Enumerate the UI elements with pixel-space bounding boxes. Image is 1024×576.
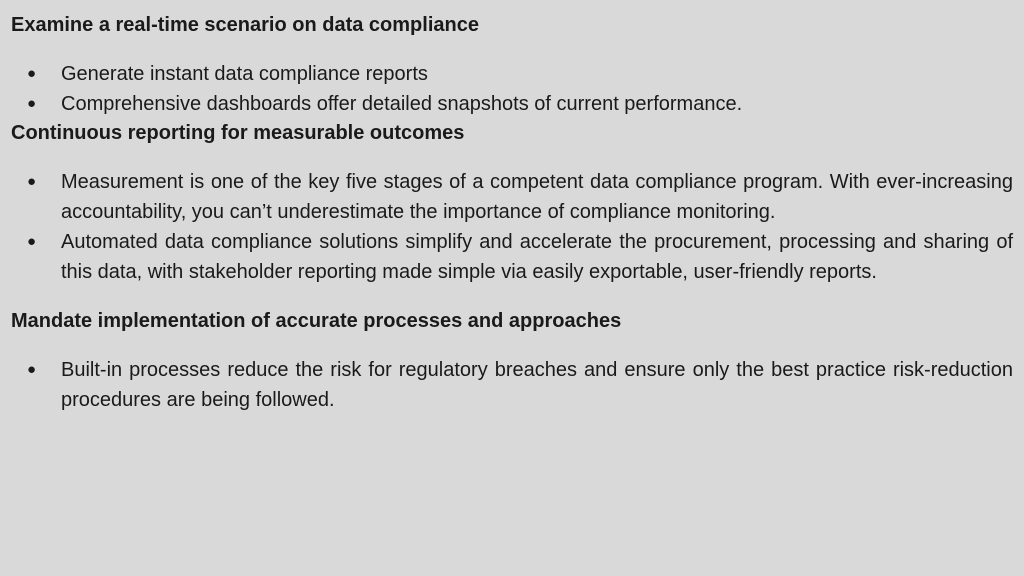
bullet-icon: ● <box>27 95 37 112</box>
list-item <box>11 227 1013 287</box>
bullet-icon: ● <box>27 361 37 378</box>
bullet-list <box>11 59 1013 119</box>
section-heading: Mandate implementation of accurate processes and approaches <box>11 310 622 332</box>
bullet-icon: ● <box>27 65 37 82</box>
section-heading: Examine a real-time scenario on data compliance <box>11 14 479 36</box>
list-item <box>11 59 1013 89</box>
list-item <box>11 167 1013 227</box>
list-item-text: Comprehensive dashboards offer detailed snapshots of current performance. <box>61 93 743 115</box>
list-item-text: Built-in processes reduce the risk for regulatory breaches and ensure only the best practice risk-reduction procedures are being followed. <box>61 359 1013 411</box>
list-item-text: Measurement is one of the key five stages of a competent data compliance program. With ever-increasing accountability, you can’t underestimate the importance of compliance monitoring. <box>61 171 1013 223</box>
list-item-text: Generate instant data compliance reports <box>61 63 428 85</box>
list-item <box>11 89 1013 119</box>
bullet-icon: ● <box>27 173 37 190</box>
bullet-icon: ● <box>27 233 37 250</box>
bullet-list <box>11 167 1013 287</box>
list-item <box>11 355 1013 415</box>
section-heading: Continuous reporting for measurable outcomes <box>11 122 465 144</box>
bullet-list <box>11 355 1013 415</box>
list-item-text: Automated data compliance solutions simplify and accelerate the procurement, processing and sharing of this data, with stakeholder reporting made simple via easily exportable, user-friendly reports. <box>61 231 1013 283</box>
